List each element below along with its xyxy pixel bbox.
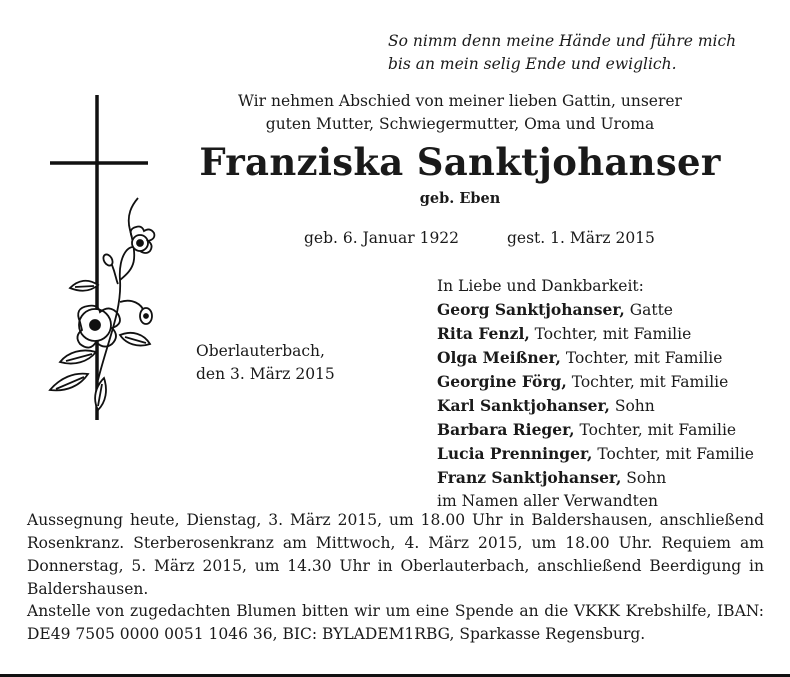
mourner-entry [437, 394, 754, 418]
mourner-name: Lucia Prenninger, [437, 444, 593, 463]
place-line-2: den 3. März 2015 [196, 365, 335, 383]
mourner-name: Georgine Förg, [437, 372, 567, 391]
mourner-relation: Sohn [609, 397, 655, 415]
mourner-entry [437, 466, 754, 490]
mourner-name: Karl Sanktjohanser, [437, 396, 610, 415]
mourner-name: Olga Meißner, [437, 348, 561, 367]
mourners-heading: In Liebe und Dankbarkeit: [437, 277, 644, 295]
mourner-name: Georg Sanktjohanser, [437, 300, 625, 319]
cross-icon [20, 90, 175, 430]
birth-date: geb. 6. Januar 1922 [304, 229, 460, 247]
intro-text [160, 90, 760, 136]
mourner-relation: Gatte [624, 301, 673, 319]
mourner-relation: Tochter, mit Familie [560, 349, 723, 367]
mourner-name: Barbara Rieger, [437, 420, 575, 439]
verse-line-2: bis an mein selig Ende und ewiglich. [388, 55, 677, 73]
mourner-relation: Tochter, mit Familie [592, 445, 754, 463]
donation-note: Anstelle von zugedachten Blumen bitten wir um eine Spende an die VKKK Krebshilfe, IBAN: DE49 7505 0000 0051 1046 36, BIC: BYLADEM1RBG, Sparkasse Regensburg. [27, 602, 764, 643]
mourner-relation: Tochter, mit Familie [529, 325, 692, 343]
intro-line-1: Wir nehmen Abschied von meiner lieben Gattin, unserer [238, 92, 682, 110]
intro-line-2: guten Mutter, Schwiegermutter, Oma und Uroma [265, 115, 655, 133]
mourner-entry [437, 370, 754, 394]
mourners-closing: im Namen aller Verwandten [437, 492, 658, 510]
mourner-entry [437, 322, 754, 346]
place-and-date [196, 340, 335, 386]
mourner-entry [437, 418, 754, 442]
flower-branch-icon [50, 198, 154, 410]
verse-line-1: So nimm denn meine Hände und führe mich [388, 32, 737, 50]
mourner-entry [437, 442, 754, 466]
verse [388, 30, 736, 76]
maiden-name: geb. Eben [419, 190, 501, 207]
mourner-relation: Tochter, mit Familie [566, 373, 729, 391]
mourner-entry [437, 346, 754, 370]
service-details: Aussegnung heute, Dienstag, 3. März 2015, um 18.00 Uhr in Baldershausen, anschließend Rosenkranz. Sterberosenkranz am Mittwoch, 4. März 2015, um 18.00 Uhr. Requiem am Donnerstag, 5. März 2015, um 14.30 Uhr in Oberlauterbach, anschließend Beerdigung in Baldershausen. [27, 511, 764, 598]
mourners-list [437, 275, 754, 513]
mourner-relation: Sohn [621, 469, 667, 487]
mourner-relation: Tochter, mit Familie [574, 421, 737, 439]
mourner-name: Franz Sanktjohanser, [437, 468, 622, 487]
mourner-entry [437, 298, 754, 322]
mourner-name: Rita Fenzl, [437, 324, 530, 343]
place-line-1: Oberlauterbach, [196, 342, 325, 360]
death-date: gest. 1. März 2015 [507, 229, 655, 247]
deceased-name: Franziska Sanktjohanser [199, 140, 721, 184]
